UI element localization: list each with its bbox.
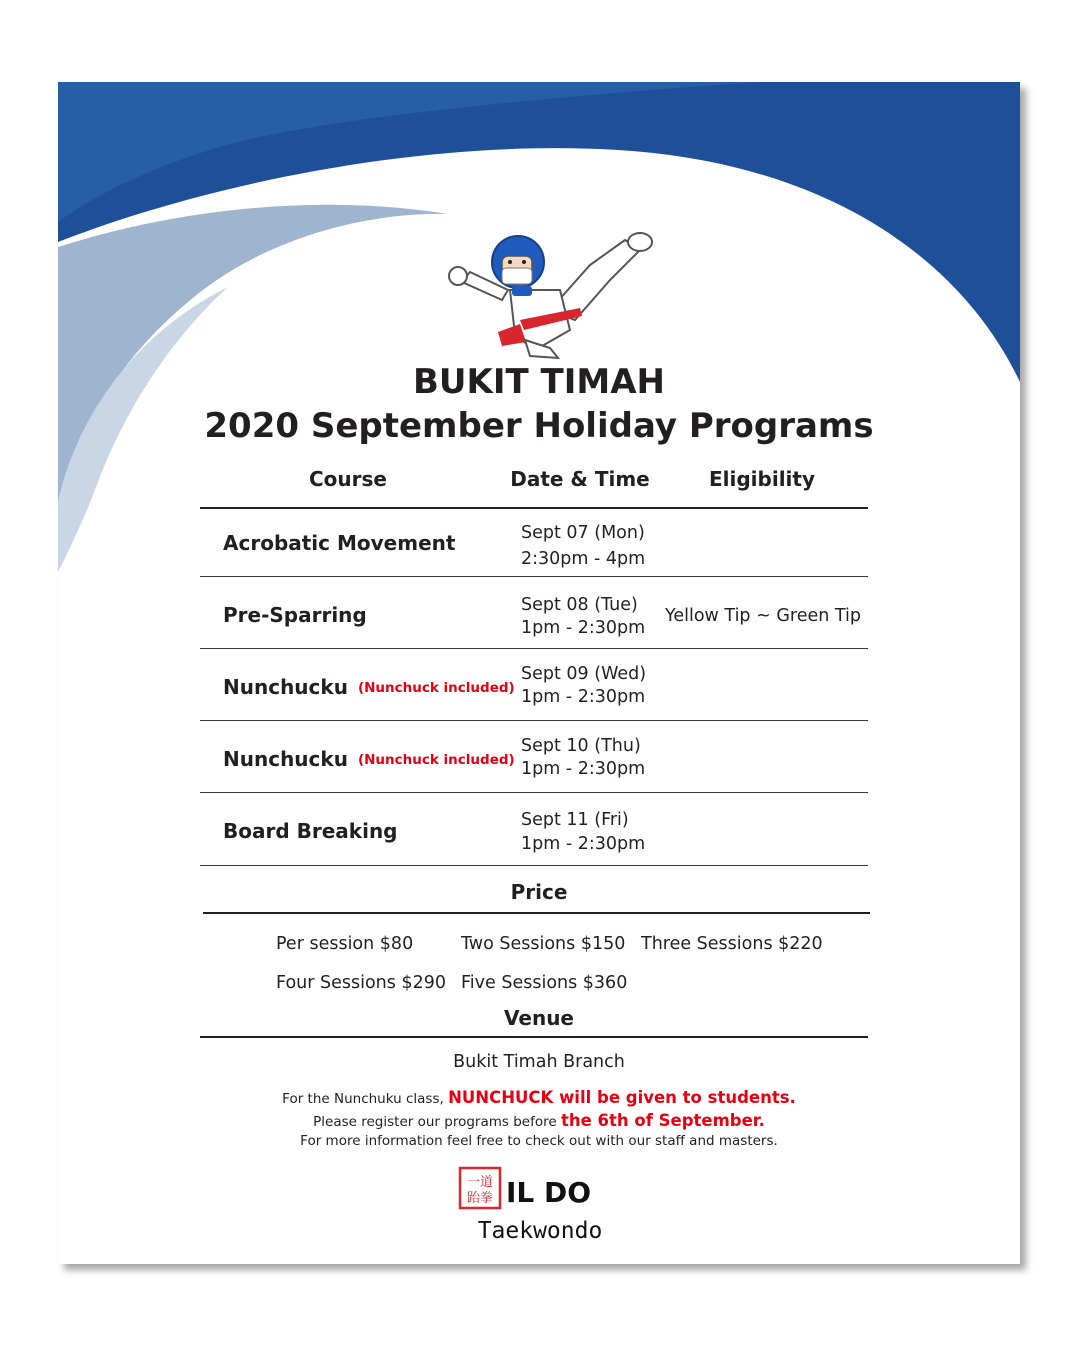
course-name: Pre-Sparring xyxy=(223,603,367,627)
course-name: Nunchucku (Nunchuck included) xyxy=(223,747,515,771)
taekwondo-mascot-illustration xyxy=(440,220,664,360)
course-time: 1pm - 2:30pm xyxy=(521,687,646,707)
course-name: Board Breaking xyxy=(223,819,398,843)
column-header-course: Course xyxy=(309,467,387,491)
note-line-register xyxy=(58,1111,1020,1130)
page-title-program: 2020 September Holiday Programs xyxy=(204,406,874,446)
il-do-taekwondo-logo xyxy=(456,1164,626,1244)
svg-text:IL DO: IL DO xyxy=(506,1176,592,1209)
row-divider xyxy=(200,792,868,793)
course-time: 1pm - 2:30pm xyxy=(521,759,646,779)
price-option: Two Sessions $150 xyxy=(461,934,626,954)
column-header-date-time: Date & Time xyxy=(510,467,650,491)
course-note: (Nunchuck included) xyxy=(357,680,515,696)
note-line-nunchuck xyxy=(58,1088,1020,1107)
price-heading: Price xyxy=(510,880,568,904)
price-option: Three Sessions $220 xyxy=(641,934,823,954)
venue-divider xyxy=(200,1036,868,1038)
note-highlight: the 6th of September. xyxy=(560,1111,765,1130)
note-highlight: NUNCHUCK will be given to students. xyxy=(448,1088,796,1107)
row-divider xyxy=(200,865,868,866)
eligibility-value: Yellow Tip ~ Green Tip xyxy=(664,606,862,626)
row-divider xyxy=(200,576,868,577)
course-time: 2:30pm - 4pm xyxy=(521,549,646,569)
price-option: Five Sessions $360 xyxy=(461,973,628,993)
price-option: Four Sessions $290 xyxy=(276,973,446,993)
column-header-eligibility: Eligibility xyxy=(708,467,816,491)
course-name: Nunchucku (Nunchuck included) xyxy=(223,675,515,699)
row-divider xyxy=(200,720,868,721)
course-date: Sept 07 (Mon) xyxy=(521,523,645,543)
course-time: 1pm - 2:30pm xyxy=(521,834,646,854)
course-time: 1pm - 2:30pm xyxy=(521,618,646,638)
price-divider xyxy=(203,912,870,914)
venue-name: Bukit Timah Branch xyxy=(453,1052,625,1072)
course-name: Acrobatic Movement xyxy=(223,531,456,555)
course-date: Sept 08 (Tue) xyxy=(521,595,638,615)
page-title-location: BUKIT TIMAH xyxy=(413,362,665,402)
note-text: Please register our programs before xyxy=(313,1114,557,1130)
table-header-divider xyxy=(200,507,868,509)
svg-text:跆拳: 跆拳 xyxy=(466,1191,494,1206)
course-date: Sept 10 (Thu) xyxy=(521,736,641,756)
flyer-sheet xyxy=(58,82,1020,1264)
note-line-info: For more information feel free to check out with our staff and masters. xyxy=(300,1133,778,1149)
price-option: Per session $80 xyxy=(276,934,414,954)
course-date: Sept 09 (Wed) xyxy=(521,664,647,684)
svg-text:一道: 一道 xyxy=(466,1175,494,1190)
venue-heading: Venue xyxy=(504,1006,574,1030)
svg-text:Taekwondo: Taekwondo xyxy=(477,1218,603,1244)
course-note: (Nunchuck included) xyxy=(357,752,515,768)
note-text: For the Nunchuku class, xyxy=(282,1091,444,1107)
course-date: Sept 11 (Fri) xyxy=(521,810,629,830)
row-divider xyxy=(200,648,868,649)
